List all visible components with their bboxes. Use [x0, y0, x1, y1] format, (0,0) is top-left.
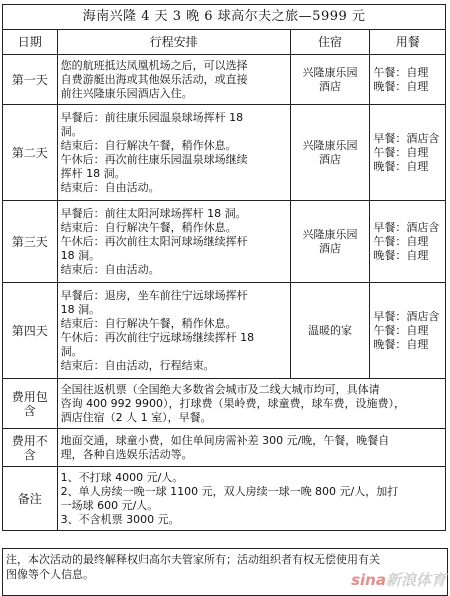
watermark-brand: sina — [351, 571, 386, 589]
itinerary-line: 早餐后：前往太阳河球场挥杆 18 洞。 — [60, 206, 247, 220]
itinerary-sheet — [2, 4, 446, 531]
meal-line: 晚餐：自理 — [373, 79, 429, 93]
page-title: 海南兴隆 4 天 3 晚 6 球高尔夫之旅—5999 元 — [2, 4, 446, 29]
hotel-line: 兴隆康乐园 — [302, 65, 358, 79]
day-meals — [370, 283, 446, 379]
meal-line: 早餐：酒店含 — [373, 131, 440, 145]
itinerary-line: 结束后：自由活动，行程结束。 — [60, 358, 215, 372]
itinerary-line: 早餐后：退房，坐车前往宁远球场挥杆 — [60, 288, 248, 302]
meal-line: 午餐：自理 — [373, 65, 429, 79]
itinerary-line: 18 洞。 — [60, 302, 101, 316]
sina-sports-watermark — [351, 569, 446, 590]
meal-line: 晚餐：自理 — [373, 159, 429, 173]
day-itinerary — [57, 55, 290, 105]
itinerary-line: 您的航班抵达凤凰机场之后，可以选择 — [60, 58, 248, 72]
meal-line: 午餐：自理 — [373, 234, 429, 248]
remark-line: 1、不打球 4000 元/人。 — [60, 470, 184, 484]
itinerary-table — [2, 29, 446, 531]
header-hotel: 住宿 — [290, 30, 370, 55]
table-row — [3, 55, 446, 105]
day-meals — [370, 105, 446, 201]
itinerary-line: 午休后：再次前往太阳河球场继续挥杆 — [60, 234, 248, 248]
itinerary-line: 结束后：自由活动。 — [60, 262, 160, 276]
excluded-line: 地面交通，球童小费，如住单间房需补差 300 元/晚，午餐，晚餐自 — [60, 433, 390, 447]
included-content — [57, 379, 445, 429]
included-row — [3, 379, 446, 429]
excluded-label — [3, 429, 58, 467]
remarks-row — [3, 467, 446, 531]
itinerary-line: 结束后：自由活动。 — [60, 180, 160, 194]
itinerary-line: 洞。 — [60, 344, 83, 358]
meal-line: 午餐：自理 — [373, 145, 429, 159]
excluded-row — [3, 429, 446, 467]
day-itinerary — [57, 105, 290, 201]
day-label: 第四天 — [3, 283, 58, 379]
hotel-line: 温暖的家 — [308, 323, 353, 337]
itinerary-line: 洞。 — [60, 124, 83, 138]
footnote-line: 图像等个人信息。 — [6, 568, 94, 581]
table-row — [3, 283, 446, 379]
label-line: 含 — [23, 447, 36, 462]
remarks-content — [57, 467, 445, 531]
itinerary-line: 早餐后：前往康乐园温泉球场挥杆 18 — [60, 110, 244, 124]
hotel-line: 酒店 — [319, 152, 342, 166]
day-hotel — [290, 201, 370, 283]
meal-line: 早餐：酒店含 — [373, 309, 440, 323]
included-line: 全国往返机票（全国绝大多数省会城市及二线大城市均可，具体请 — [60, 382, 380, 396]
day-label: 第三天 — [3, 201, 58, 283]
remark-line: 2、单人房续一晚一球 1100 元，双人房续一球一晚 800 元/人，加打 — [60, 484, 399, 498]
day-label: 第一天 — [3, 55, 58, 105]
hotel-line: 酒店 — [319, 79, 342, 93]
label-line: 含 — [23, 403, 36, 418]
itinerary-line: 午休后：再次前往康乐园温泉球场继续 — [60, 152, 248, 166]
label-line: 费用不 — [11, 433, 48, 448]
included-line: 咨询 400 992 9900），打球费（果岭费，球童费，球车费，设施费）， — [60, 396, 406, 410]
header-date: 日期 — [3, 30, 58, 55]
day-hotel — [290, 55, 370, 105]
day-hotel — [290, 105, 370, 201]
itinerary-line: 结束后：自行解决午餐，稍作休息。 — [60, 220, 237, 234]
label-line: 费用包 — [11, 389, 48, 404]
meal-line: 早餐：酒店含 — [373, 220, 440, 234]
itinerary-line: 自费游艇出海或其他娱乐活动，或直接 — [60, 72, 248, 86]
day-itinerary — [57, 201, 290, 283]
hotel-line: 兴隆康乐园 — [302, 227, 358, 241]
itinerary-line: 结束后：自行解决午餐，稍作休息。 — [60, 138, 237, 152]
remarks-label: 备注 — [3, 467, 58, 531]
footnote-line: 注，本次活动的最终解释权归高尔夫管家所有；活动组织者有权无偿使用有关 — [6, 553, 380, 566]
included-line: 酒店住宿（2 人 1 室），早餐。 — [60, 410, 212, 424]
table-row — [3, 201, 446, 283]
header-meals: 用餐 — [370, 30, 446, 55]
excluded-line: 理，各种自选娱乐活动等。 — [60, 447, 193, 461]
meal-line: 晚餐：自理 — [373, 248, 429, 262]
day-label: 第二天 — [3, 105, 58, 201]
hotel-line: 酒店 — [319, 241, 342, 255]
itinerary-line: 18 洞。 — [60, 248, 101, 262]
meal-line: 午餐：自理 — [373, 323, 429, 337]
hotel-line: 兴隆康乐园 — [302, 138, 358, 152]
watermark-text: 新浪体育 — [385, 571, 446, 589]
itinerary-line: 结束后：自行解决午餐，稍作休息。 — [60, 316, 237, 330]
remark-line: 一场球 600 元/人。 — [60, 498, 159, 512]
itinerary-line: 挥杆 18 洞。 — [60, 166, 126, 180]
header-itinerary: 行程安排 — [57, 30, 290, 55]
excluded-content — [57, 429, 445, 467]
included-label — [3, 379, 58, 429]
itinerary-line: 前往兴隆康乐园酒店入住。 — [60, 86, 193, 100]
table-row — [3, 105, 446, 201]
itinerary-line: 午休后：再次前往宁远球场继续挥杆 18 — [60, 330, 255, 344]
meal-line: 晚餐：自理 — [373, 337, 429, 351]
header-row — [3, 30, 446, 55]
day-itinerary — [57, 283, 290, 379]
remark-line: 3、不含机票 3000 元。 — [60, 512, 180, 526]
day-meals — [370, 55, 446, 105]
day-meals — [370, 201, 446, 283]
day-hotel — [290, 283, 370, 379]
